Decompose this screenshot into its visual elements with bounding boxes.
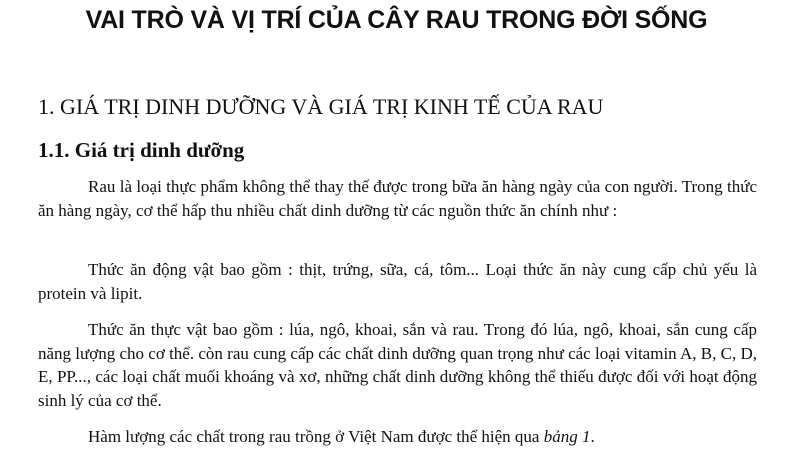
paragraph-end-punctuation: . [590, 427, 595, 446]
paragraph-table-reference [38, 425, 757, 449]
paragraph-table-reference-text: Hàm lượng các chất trong rau trồng ở Việt Nam được thể hiện qua [88, 427, 544, 446]
subsection-heading: 1.1. Giá trị dinh dưỡng [38, 138, 245, 162]
paragraph-animal-food: Thức ăn động vật bao gồm : thịt, trứng, sữa, cá, tôm... Loại thức ăn này cung cấp chủ yếu là protein và lipit. [38, 260, 757, 303]
paragraph-plant-food: Thức ăn thực vật bao gồm : lúa, ngô, khoai, sắn và rau. Trong đó lúa, ngô, khoai, sắn cung cấp năng lượng cho cơ thể. còn rau cung cấp các chất dinh dưỡng quan trọng như các loại vitamin A, B, C, D, E, PP..., các loại chất muối khoáng và xơ, những chất dinh dưỡng không thể thiếu được đối với hoạt động sinh lý của cơ thể. [38, 320, 757, 411]
section-heading: 1. GIÁ TRỊ DINH DƯỠNG VÀ GIÁ TRỊ KINH TẾ CỦA RAU [38, 94, 604, 119]
paragraph-intro: Rau là loại thực phẩm không thể thay thế được trong bữa ăn hàng ngày của con người. Trong thức ăn hàng ngày, cơ thể hấp thu nhiều chất dinh dưỡng từ các nguồn thức ăn chính như : [38, 177, 757, 220]
table-reference: bảng 1 [543, 427, 591, 446]
page-title: VAI TRÒ VÀ VỊ TRÍ CỦA CÂY RAU TRONG ĐỜI SỐNG [85, 6, 708, 34]
